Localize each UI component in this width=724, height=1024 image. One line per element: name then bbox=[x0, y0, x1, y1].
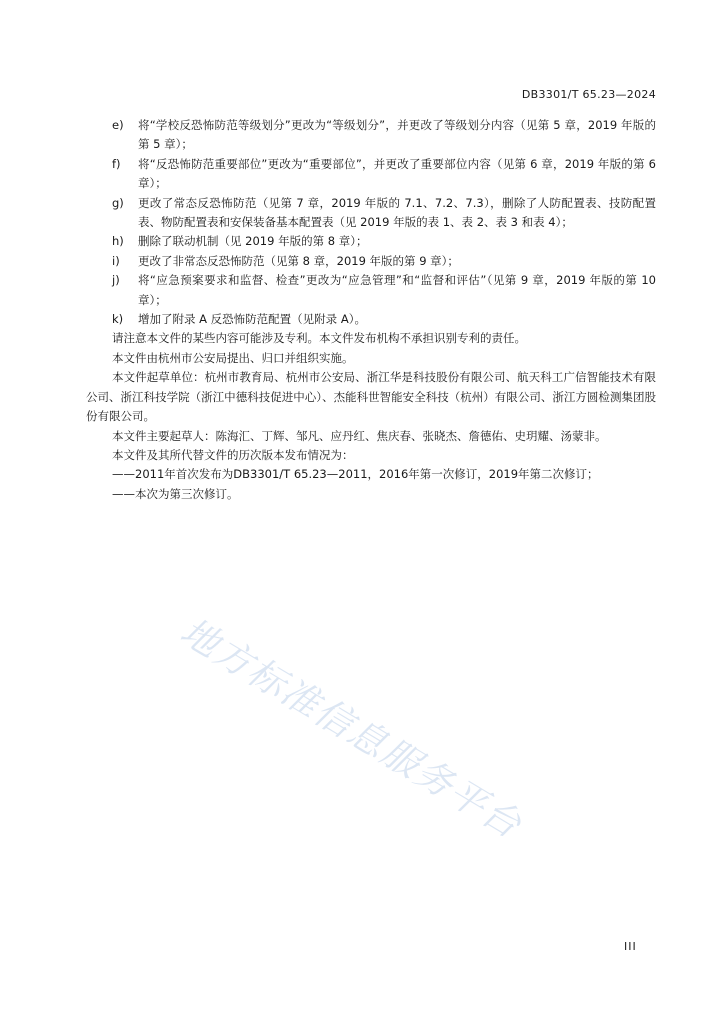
list-item-label: f) bbox=[112, 156, 121, 171]
list-item-text: 增加了附录 A 反恐怖防范配置（见附录 A）。 bbox=[138, 312, 366, 327]
list-item-text: 将“反恐怖防范重要部位”更改为“重要部位”，并更改了重要部位内容（见第 6 章，2019 年版的第 6 章）； bbox=[138, 156, 656, 191]
list-item-text: 将“学校反恐怖防范等级划分”更改为“等级划分”，并更改了等级划分内容（见第 5 章，2019 年版的第 5 章）； bbox=[138, 118, 656, 152]
list-item-label: e) bbox=[112, 118, 124, 132]
document-body bbox=[86, 116, 656, 504]
list-item-text: 删除了联动机制（见 2019 年版的第 8 章）； bbox=[138, 234, 368, 249]
main-drafters: 本文件主要起草人：陈海汇、丁辉、邹凡、应丹红、焦庆春、张晓杰、詹德佑、史玥耀、汤蒙非。 bbox=[112, 428, 607, 443]
list-item-label: j) bbox=[112, 273, 120, 288]
list-item-label: i) bbox=[112, 253, 120, 268]
list-item-label: g) bbox=[112, 195, 124, 210]
proposer-statement: 本文件由杭州市公安局提出、归口并组织实施。 bbox=[112, 350, 354, 365]
version-history-item: ——2011年首次发布为DB3301/T 65.23—2011，2016年第一次修订，2019年第二次修订； bbox=[112, 467, 599, 482]
list-item bbox=[112, 271, 656, 310]
drafting-organizations: 本文件起草单位：杭州市教育局、杭州市公安局、浙江华是科技股份有限公司、航天科工广信智能技术有限公司、浙江科技学院（浙江中德科技促进中心）、杰能科世智能安全科技（杭州）有限公司、浙江方圆检测集团股份有限公司。 bbox=[86, 370, 656, 424]
watermark: 地方标准信息服务平台 bbox=[173, 609, 530, 848]
list-item bbox=[112, 155, 656, 194]
list-item-text: 更改了非常态反恐怖防范（见第 8 章，2019 年版的第 9 章）； bbox=[138, 253, 459, 268]
list-item-label: k) bbox=[112, 312, 124, 327]
patent-notice: 请注意本文件的某些内容可能涉及专利。本文件发布机构不承担识别专利的责任。 bbox=[112, 331, 526, 346]
version-history-intro: 本文件及其所代替文件的历次版本发布情况为： bbox=[112, 447, 354, 462]
list-item-text: 更改了常态反恐怖防范（见第 7 章，2019 年版的 7.1、7.2、7.3），删除了人防配置表、技防配置表、物防配置表和安保装备基本配置表（见 2019 年版的表 1、表 2、表 3 和表 4）； bbox=[138, 195, 656, 230]
list-item-text: 将“应急预案要求和监督、检查”更改为“应急管理”和“监督和评估”（见第 9 章，2019 年版的第 10 章）； bbox=[138, 273, 656, 307]
list-item bbox=[112, 194, 656, 233]
document-code: DB3301/T 65.23—2024 bbox=[521, 88, 656, 101]
list-item bbox=[112, 310, 656, 329]
page-number: III bbox=[624, 940, 637, 953]
version-history-item: ——本次为第三次修订。 bbox=[112, 486, 239, 501]
list-item-label: h) bbox=[112, 234, 124, 249]
list-item bbox=[112, 232, 656, 251]
list-item bbox=[112, 116, 656, 155]
list-item bbox=[112, 252, 656, 271]
